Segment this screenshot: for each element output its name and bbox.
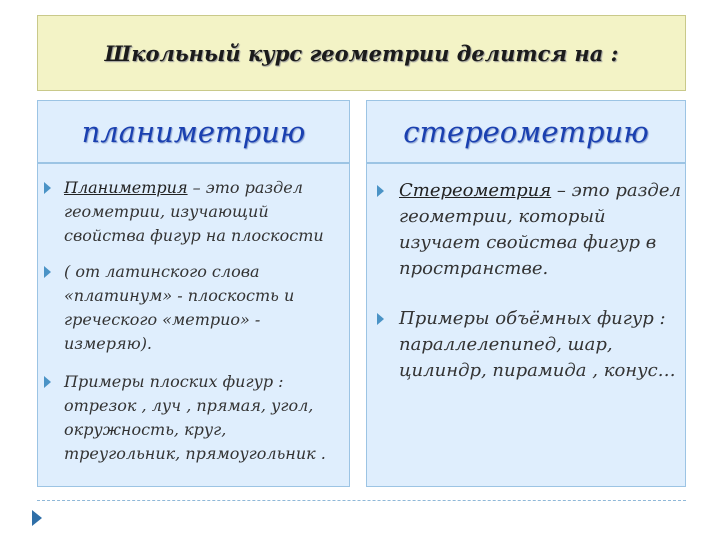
triangle-bullet-icon <box>44 376 51 388</box>
triangle-bullet-icon <box>44 266 51 278</box>
list-item-text <box>64 176 344 248</box>
list-item-text: Примеры плоских фигур : отрезок , луч , прямая, угол, окружность, круг, треугольник, прямоугольник . <box>64 372 326 463</box>
term-planimetry: Планиметрия <box>64 178 188 197</box>
triangle-bullet-icon <box>44 182 51 194</box>
term-stereometry: Стереометрия <box>399 180 552 201</box>
triangle-bullet-icon <box>377 185 384 197</box>
stereometry-heading-box <box>366 100 686 163</box>
title-box <box>37 15 686 91</box>
list-item-text <box>399 178 681 282</box>
definition-text: – это раздел геометрии, изучающий свойства фигур на плоскости <box>64 178 324 245</box>
list-item-text: ( от латинского слова «платинум» - плоскость и греческого «метрио» - измеряю). <box>64 262 295 353</box>
planimetry-heading: планиметрию <box>81 114 306 149</box>
definition-text: – это раздел геометрии, который изучает свойства фигур в пространстве. <box>399 180 681 279</box>
triangle-bullet-icon <box>377 313 384 325</box>
stereometry-heading: стереометрию <box>403 114 649 149</box>
slide-title: Школьный курс геометрии делится на : <box>104 40 619 66</box>
footer-divider <box>37 500 686 501</box>
planimetry-content <box>37 163 350 487</box>
play-arrow-icon[interactable] <box>32 510 42 526</box>
list-item-text: Примеры объёмных фигур : параллелепипед, шар, цилиндр, пирамида , конус… <box>399 308 676 381</box>
stereometry-content <box>366 163 686 487</box>
planimetry-heading-box <box>37 100 350 163</box>
